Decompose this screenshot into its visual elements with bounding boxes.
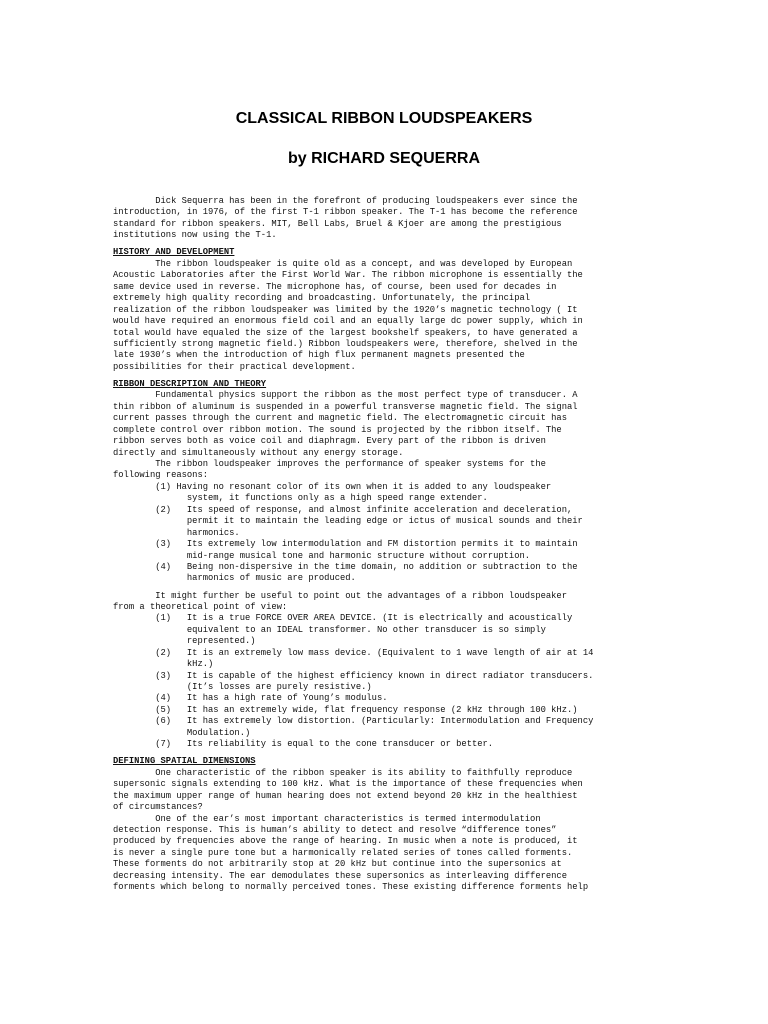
document-body (113, 196, 659, 894)
text-line: These forments do not arbitrarily stop at 20 kHz but continue into the supersonics at (113, 859, 562, 870)
text-line: Dick Sequerra has been in the forefront of producing loudspeakers ever since the (113, 196, 578, 206)
text-line: possibilities for their practical development. (113, 361, 356, 372)
text-line: Modulation.) (113, 727, 251, 738)
text-line: decreasing intensity. The ear demodulates these supersonics as interleaving difference (113, 870, 567, 881)
text-line: (1) It is a true FORCE OVER AREA DEVICE. (It is electrically and acoustically (113, 613, 573, 624)
text-line: (2) Its speed of response, and almost infinite acceleration and deceleration, (113, 504, 573, 515)
text-line: sufficiently strong magnetic field.) Ribbon loudspeakers were, therefore, shelved in the (113, 338, 578, 349)
text-line: (6) It has extremely low distortion. (Particularly: Intermodulation and Frequency (113, 716, 594, 727)
text-line: of circumstances? (113, 802, 203, 813)
text-line: same device used in reverse. The microphone has, of course, been used for decades in (113, 281, 557, 292)
text-line: The ribbon loudspeaker improves the performance of speaker systems for the (113, 459, 546, 469)
text-line: following reasons: (113, 470, 209, 481)
text-line: total would have equaled the size of the largest bookshelf speakers, to have generated a (113, 327, 578, 338)
text-line: Acoustic Laboratories after the First World War. The ribbon microphone is essentially the (113, 270, 583, 281)
text-line: (2) It is an extremely low mass device. (Equivalent to 1 wave length of air at 14 (113, 647, 594, 658)
text-line: (3) It is capable of the highest efficiency known in direct radiator transducers. (113, 670, 594, 681)
text-line: system, it functions only as a high speed range extender. (113, 493, 488, 504)
text-line: mid-range musical tone and harmonic structure without corruption. (113, 550, 531, 561)
section-heading: DEFINING SPATIAL DIMENSIONS (113, 756, 256, 767)
text-line: introduction, in 1976, of the first T-1 ribbon speaker. The T-1 has become the reference (113, 207, 578, 218)
text-line: extremely high quality recording and broadcasting. Unfortunately, the principal (113, 293, 531, 304)
text-line: ribbon serves both as voice coil and diaphragm. Every part of the ribbon is driven (113, 436, 546, 447)
text-line: standard for ribbon speakers. MIT, Bell Labs, Bruel & Kjoer are among the prestigious (113, 218, 562, 229)
document-byline: by RICHARD SEQUERRA (287, 150, 480, 167)
text-line: equivalent to an IDEAL transformer. No other transducer is so simply (113, 624, 546, 635)
text-line: The ribbon loudspeaker is quite old as a concept, and was developed by European (113, 258, 573, 269)
text-line: Fundamental physics support the ribbon as the most perfect type of transducer. A (113, 390, 578, 401)
text-line: is never a single pure tone but a harmonically related series of tones called forments. (113, 847, 573, 858)
text-line: (It’s losses are purely resistive.) (113, 682, 372, 692)
text-line: late 1930’s when the introduction of high flux permanent magnets presented the (113, 350, 525, 361)
text-line: forments which belong to normally perceived tones. These existing difference forments help (113, 882, 589, 893)
text-line: institutions now using the T-1. (113, 230, 277, 241)
section-heading: RIBBON DESCRIPTION AND THEORY (113, 378, 267, 389)
section-heading: HISTORY AND DEVELOPMENT (113, 247, 235, 258)
text-line: realization of the ribbon loudspeaker was limited by the 1920’s magnetic technology ( It (113, 304, 578, 315)
text-line: (3) Its extremely low intermodulation and FM distortion permits it to maintain (113, 539, 578, 550)
text-line: kHz.) (113, 659, 214, 670)
text-line: harmonics. (113, 527, 240, 538)
text-line: directly and simultaneously without any energy storage. (113, 447, 404, 458)
text-line: produced by frequencies above the range of hearing. In music when a note is produced, it (113, 836, 578, 847)
text-line: harmonics of music are produced. (113, 573, 356, 584)
text-line: (1) Having no resonant color of its own when it is added to any loudspeaker (113, 481, 552, 492)
text-line: represented.) (113, 636, 256, 647)
text-line: (4) It has a high rate of Young’s modulus. (113, 693, 388, 704)
text-line: detection response. This is human’s ability to detect and resolve “difference tones” (113, 824, 557, 835)
text-line: One of the ear’s most important characteristics is termed intermodulation (113, 813, 541, 824)
document-title: CLASSICAL RIBBON LOUDSPEAKERS (235, 110, 533, 127)
text-line: (4) Being non-dispersive in the time domain, no addition or subtraction to the (113, 561, 578, 572)
text-line: from a theoretical point of view: (113, 601, 288, 612)
text-line: complete control over ribbon motion. The sound is projected by the ribbon itself. The (113, 424, 562, 435)
text-line: (7) Its reliability is equal to the cone transducer or better. (113, 739, 494, 750)
text-line: It might further be useful to point out the advantages of a ribbon loudspeaker (113, 590, 567, 601)
text-line: thin ribbon of aluminum is suspended in a powerful transverse magnetic field. The signal (113, 401, 578, 412)
text-line: One characteristic of the ribbon speaker is its ability to faithfully reproduce (113, 767, 573, 778)
text-line: current passes through the current and magnetic field. The electromagnetic circuit has (113, 413, 567, 424)
text-line: (5) It has an extremely wide, flat frequency response (2 kHz through 100 kHz.) (113, 704, 578, 715)
text-line: would have required an enormous field coil and an equally large dc power supply, which in (113, 316, 583, 327)
text-line: supersonic signals extending to 100 kHz. What is the importance of these frequencies when (113, 779, 583, 790)
text-line: permit it to maintain the leading edge or ictus of musical sounds and their (113, 516, 583, 527)
text-line: the maximum upper range of human hearing does not extend beyond 20 kHz in the healthiest (113, 790, 578, 801)
